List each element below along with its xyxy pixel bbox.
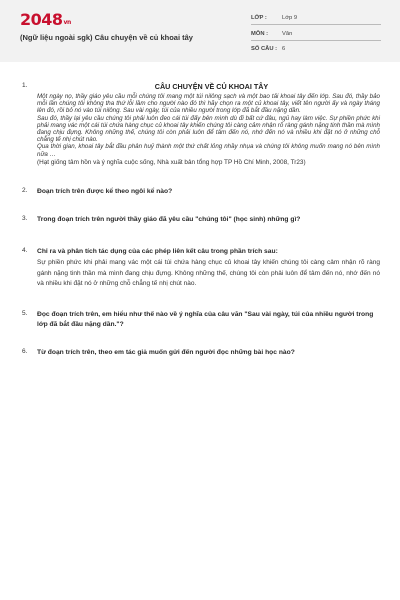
question-text: Từ đoạn trích trên, theo em tác giả muốn gửi đến người đọc những bài học nào? [37,348,295,356]
question-number: 2. [22,187,28,195]
question-text: Trong đoạn trích trên người thầy giáo đã yêu cầu "chúng tôi" (học sinh) những gì? [37,216,301,224]
question-count-value: 6 [282,46,286,52]
passage-source: (Hạt giống tâm hồn và ý nghĩa cuộc sống, Nhà xuất bản tổng hợp TP Hồ Chí Minh, 2008, Tr23) [37,158,306,166]
subject-value: Văn [282,31,293,37]
question-count-label: SỐ CÂU : [251,46,278,52]
question-text: Đoạn trích trên được kể theo ngôi kể nào? [37,188,173,196]
question-1 [22,82,380,166]
passage-paragraph: Một ngày nọ, thầy giáo yêu cầu mỗi chúng tôi mang một túi nilông sạch và một bao tải khoai tây đến lớp. Sau đó, thầy bảo mỗi lần chúng tôi không tha thứ lỗi lầm cho người nào đó thì hãy chọn ra một củ khoai tây, viết tên người ấy và ngày tháng lên đó, rồi bỏ nó vào túi nilông. Sau vài ngày, túi của nhiều người trong lớp đã bắt đầu nặng dần. [37,93,380,115]
question-excerpt: Sự phiền phức khi phải mang vác một cái túi chứa hàng chục củ khoai tây khiến chúng tôi càng cảm nhận rõ ràng gánh nặng tinh thần mà mình đang chịu đựng. Không những thế, chúng tôi còn phải luôn để tâm đến nó, nhớ đến nó và nhiều khi đặt nó ở những chỗ chẳng tế nhị chút nào. [37,259,380,288]
question-number: 4. [22,247,28,255]
passage-paragraph: Qua thời gian, khoai tây bắt đầu phân huỷ thành một thứ chất lỏng nhầy nhụa và chúng tôi không muốn mang nó bên mình nữa … [37,143,380,158]
document-title: (Ngữ liệu ngoài sgk) Câu chuyện về củ khoai tây [20,33,193,42]
question-list [22,82,380,358]
subject-label: MÔN : [251,31,269,37]
question-number: 3. [22,215,28,223]
question-number: 6. [22,347,28,355]
passage [37,93,380,166]
class-value: Lớp 9 [282,15,298,21]
passage-title: CÂU CHUYỆN VỀ CỦ KHOAI TÂY [154,82,269,91]
site-logo[interactable]: 2048vn [20,10,71,29]
question-2 [22,187,380,197]
question-6 [22,348,380,358]
question-3 [22,215,380,225]
header-bar [0,0,400,62]
question-number: 5. [22,309,28,317]
class-label: LỚP : [251,15,267,21]
question-5 [22,310,380,330]
passage-paragraph: Sau đó, thầy lại yêu cầu chúng tôi phải luôn đeo cái túi đấy bên mình dù đi bất cứ đâu, ngủ hay làm việc. Sự phiền phức khi phải mang vác một cái túi chứa hàng chục củ khoai tây khiến chúng tôi càng cảm nhận rõ ràng gánh nặng tinh thần mà mình đang chịu đựng. Không những thế, chúng tôi còn phải luôn để tâm đến nó, nhớ đến nó và nhiều khi đặt nó ở những chỗ chẳng tế nhị chút nào. [37,114,380,144]
question-text: Chỉ ra và phân tích tác dụng của các phép liên kết câu trong phần trích sau: [37,248,278,256]
question-4 [22,247,380,290]
question-text: Đọc đoạn trích trên, em hiểu như thế nào về ý nghĩa của câu văn "Sau vài ngày, túi của nhiều người trong lớp đã bắt đầu nặng dần."? [37,310,374,328]
question-number: 1. [22,82,28,89]
